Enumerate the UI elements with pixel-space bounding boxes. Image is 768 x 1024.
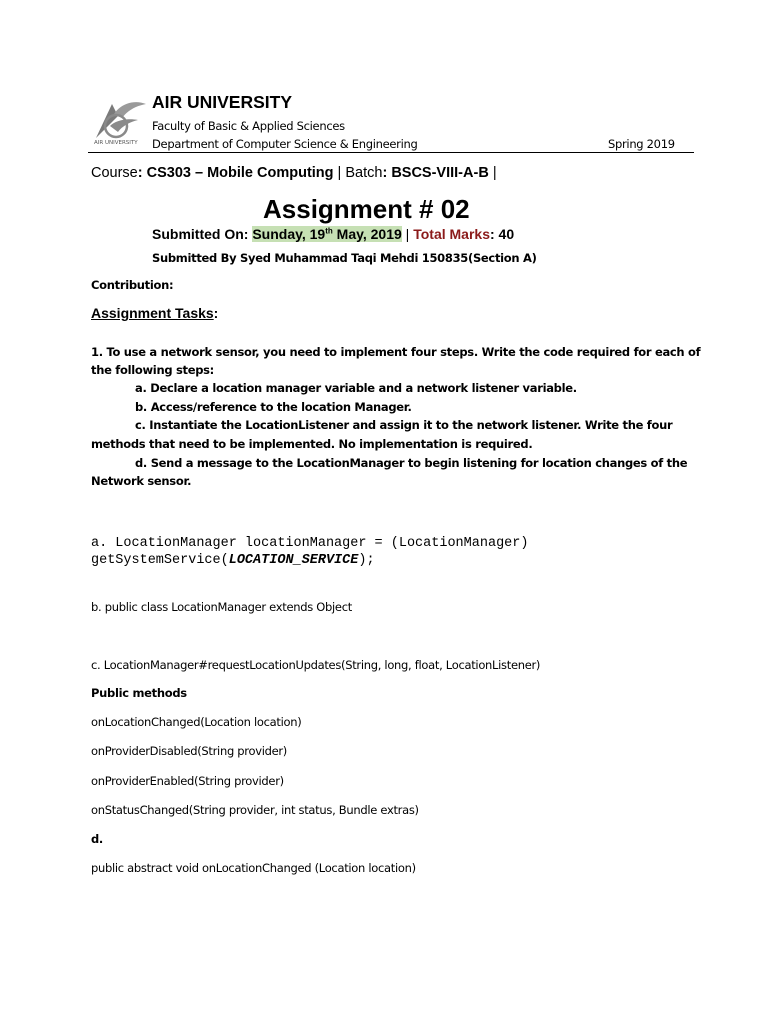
question-step-d-line-1: d. Send a message to the LocationManager to begin listening for location changes of the [135, 456, 688, 470]
answer-a-line-1: a. LocationManager locationManager = (LocationManager) [91, 536, 529, 551]
answer-c: c. LocationManager#requestLocationUpdates(String, long, float, LocationListener) [91, 658, 541, 672]
question-step-a: a. Declare a location manager variable and a network listener variable. [135, 381, 577, 395]
term: Spring 2019 [608, 137, 675, 151]
submitted-by: Submitted By Syed Muhammad Taqi Mehdi 150835(Section A) [152, 251, 537, 265]
answer-d-label: d. [91, 832, 104, 846]
course-line: Course: CS303 – Mobile Computing | Batch: BSCS-VIII-A-B | [91, 165, 497, 181]
total-marks-label: Total Marks [413, 226, 490, 242]
header-divider [88, 152, 694, 153]
question-step-b: b. Access/reference to the location Manager. [135, 400, 412, 414]
method-on-location-changed: onLocationChanged(Location location) [91, 715, 302, 729]
page-title: Assignment # 02 [263, 194, 470, 224]
answer-a-line-2: getSystemService(LOCATION_SERVICE); [91, 553, 375, 568]
answer-d-code: public abstract void onLocationChanged (Location location) [91, 861, 416, 875]
logo-text: AIR UNIVERSITY [94, 140, 138, 146]
method-on-provider-disabled: onProviderDisabled(String provider) [91, 744, 287, 758]
submission-date: Sunday, 19th May, 2019 [252, 226, 402, 242]
university-name: AIR UNIVERSITY [152, 92, 293, 112]
submission-line: Submitted On: Sunday, 19th May, 2019 | Total Marks: 40 [152, 226, 515, 242]
method-on-provider-enabled: onProviderEnabled(String provider) [91, 774, 284, 788]
course-value: CS303 – Mobile Computing [146, 165, 334, 181]
method-on-status-changed: onStatusChanged(String provider, int status, Bundle extras) [91, 803, 419, 817]
answer-b: b. public class LocationManager extends Object [91, 600, 352, 614]
course-label: Course [91, 165, 138, 181]
public-methods-label: Public methods [91, 686, 187, 700]
question-line-2: the following steps: [91, 363, 214, 377]
question-step-c-line-1: c. Instantiate the LocationListener and assign it to the network listener. Write the four [135, 418, 673, 432]
faculty-name: Faculty of Basic & Applied Sciences [152, 119, 345, 133]
tasks-heading: Assignment Tasks: [91, 305, 219, 321]
air-university-logo [92, 96, 148, 146]
batch-value: BSCS-VIII-A-B [391, 165, 489, 181]
question-step-d-line-2: Network sensor. [91, 474, 192, 488]
department-name: Department of Computer Science & Engineering [152, 137, 418, 151]
question-step-c-line-2: methods that need to be implemented. No implementation is required. [91, 437, 533, 451]
question-line-1: 1. To use a network sensor, you need to implement four steps. Write the code required for each of [91, 345, 701, 359]
contribution-label: Contribution: [91, 278, 174, 292]
total-marks-value: 40 [498, 226, 515, 242]
submitted-on-label: Submitted On: [152, 226, 249, 242]
batch-label: Batch [345, 165, 383, 181]
